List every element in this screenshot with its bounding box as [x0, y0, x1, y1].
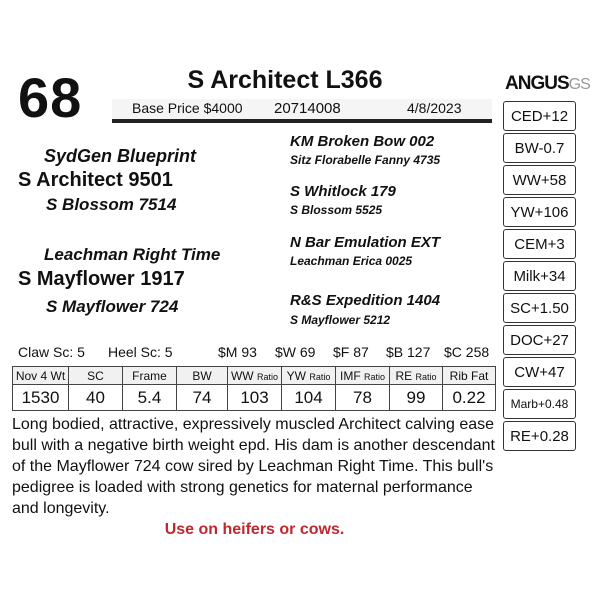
performance-value-row	[13, 385, 496, 411]
index-b: $B 127	[386, 344, 431, 360]
value-imf-ratio: 78	[336, 385, 390, 411]
epd-doc: DOC+27	[503, 325, 576, 355]
lot-number: 68	[18, 66, 83, 129]
epd-milk: Milk+34	[503, 261, 576, 291]
index-c: $C 258	[444, 344, 490, 360]
pedigree-dd-sire: R&S Expedition 1404	[290, 292, 441, 309]
value-bw: 74	[177, 385, 228, 411]
index-f: $F 87	[333, 344, 369, 360]
epd-cw: CW+47	[503, 357, 576, 387]
epd-ww: WW+58	[503, 165, 576, 195]
epd-marb: Marb+0.48	[503, 389, 576, 419]
pedigree-ss-sire: KM Broken Bow 002	[290, 133, 435, 150]
performance-header-row	[13, 367, 496, 385]
pedigree-sd-dam: S Blossom 5525	[290, 203, 383, 217]
epd-cem: CEM+3	[503, 229, 576, 259]
epd-re: RE+0.28	[503, 421, 576, 451]
value-nov-wt: 1530	[13, 385, 69, 411]
pedigree-sd-sire: S Whitlock 179	[290, 183, 396, 200]
index-w: $W 69	[275, 344, 316, 360]
birth-date: 4/8/2023	[407, 100, 462, 116]
header-sc: SC	[69, 367, 123, 385]
header-re-ratio: RE Ratio	[390, 367, 443, 385]
index-m: $M 93	[218, 344, 257, 360]
pedigree-dam-sire: Leachman Right Time	[44, 245, 221, 264]
header-bw: BW	[177, 367, 228, 385]
value-rib-fat: 0.22	[443, 385, 496, 411]
pedigree-dd-dam: S Mayflower 5212	[290, 313, 391, 327]
epd-bw: BW-0.7	[503, 133, 576, 163]
value-frame: 5.4	[123, 385, 177, 411]
pedigree-sire-dam: S Blossom 7514	[46, 195, 177, 214]
heel-score: Heel Sc: 5	[108, 344, 173, 360]
pedigree-sire: S Architect 9501	[18, 169, 173, 191]
performance-table	[12, 366, 496, 411]
base-price: Base Price $4000	[132, 100, 243, 116]
value-yw-ratio: 104	[282, 385, 336, 411]
epd-ced: CED+12	[503, 101, 576, 131]
pedigree-ds-dam: Leachman Erica 0025	[290, 254, 413, 268]
header-imf-ratio: IMF Ratio	[336, 367, 390, 385]
claw-score: Claw Sc: 5	[18, 344, 85, 360]
header-rib-fat: Rib Fat	[443, 367, 496, 385]
pedigree-dam-dam: S Mayflower 724	[46, 297, 179, 316]
value-sc: 40	[69, 385, 123, 411]
pedigree-dam: S Mayflower 1917	[18, 268, 185, 290]
description: Long bodied, attractive, expressively muscled Architect calving ease bull with a negative birth weight epd. His dam is another descendant of the Mayflower 724 cow sired by Leachman Right Time. This bull's pedigree is loaded with strong genetics for maternal performance and longevity.	[12, 416, 495, 517]
value-re-ratio: 99	[390, 385, 443, 411]
bull-name: S Architect L366	[187, 66, 383, 94]
epd-sc: SC+1.50	[503, 293, 576, 323]
header-nov-wt: Nov 4 Wt	[13, 367, 69, 385]
header-frame: Frame	[123, 367, 177, 385]
value-ww-ratio: 103	[228, 385, 282, 411]
info-bar	[112, 99, 492, 123]
pedigree-ds-sire: N Bar Emulation EXT	[290, 234, 441, 251]
header-ww-ratio: WW Ratio	[228, 367, 282, 385]
registration-number: 20714008	[274, 100, 341, 117]
pedigree-ss-dam: Sitz Florabelle Fanny 4735	[290, 153, 441, 167]
epd-yw: YW+106	[503, 197, 576, 227]
header-yw-ratio: YW Ratio	[282, 367, 336, 385]
pedigree-sire-sire: SydGen Blueprint	[44, 146, 197, 166]
recommendation: Use on heifers or cows.	[164, 521, 345, 538]
angus-gs-logo: ANGUSGS	[505, 73, 590, 94]
